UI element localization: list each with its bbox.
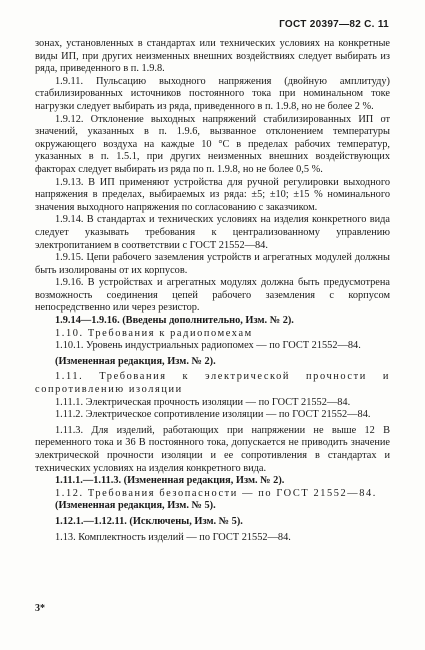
page-header: ГОСТ 20397—82 С. 11 [279,19,389,30]
paragraph-1-9-14: 1.9.14. В стандартах и технических условиях на изделия конкретного вида следует указывать требования к централизованному управлению электропитанием в соответствии с ГОСТ 21552—84. [35,214,390,251]
paragraph-1-11-1: 1.11.1. Электрическая прочность изоляции — по ГОСТ 21552—84. [55,396,351,408]
section-heading-1-11: 1.11. Требования к электрической прочности и сопротивлению изоляции [35,371,390,396]
section-heading-1-10: 1.10. Требования к радиопомехам [55,327,253,339]
paragraph-1-9-15: 1.9.15. Цепи рабочего заземления устройств и агрегатных модулей должны быть изолированы от их корпусов. [35,252,390,276]
paragraph-1-9-16: 1.9.16. В устройствах и агрегатных модулях должна быть предусмотрена возможность соединения цепей рабочего заземления с корпусом непосредственно или через резистор. [35,277,390,314]
paragraph-1-9-12: 1.9.12. Отклонение выходных напряжений стабилизированных ИП от значений, указанных в п. 1.9.6, вызванное отклонением температуры окружающего воздуха на каждые 10 °С в пределах рабочих температур, указанных в п. 1.5.1, при других неизменных внешних воздействующих факторах следует выбирать из ряда по п. 1.9.8, но не более 0,5 %. [35,113,390,175]
paragraph-1-13: 1.13. Комплектность изделий — по ГОСТ 21552—84. [55,531,291,543]
amendment-note-3: 1.11.1.—1.11.3. (Измененная редакция, Изм. № 2). [55,475,285,487]
amendment-note-2: (Измененная редакция, Изм. № 2). [55,355,216,367]
paragraph-1-11-3: 1.11.3. Для изделий, работающих при напряжении не выше 12 В переменного тока и 36 В постоянного тока, допускается не приводить значение электрической прочности изоляции и ее сопротивления в стандартах и технических условиях на изделия конкретного вида. [35,424,390,474]
paragraph-1-9-11: 1.9.11. Пульсацию выходного напряжения (двойную амплитуду) стабилизированных источников постоянного тока при номинальном токе нагрузки следует выбирать из ряда, приведенного в п. 1.9.8, но не более 2 %. [35,75,390,112]
document-body [35,38,390,544]
page-signature-mark: 3* [35,603,45,614]
amendment-note-5: 1.12.1.—1.12.11. (Исключены, Изм. № 5). [55,515,243,527]
amendment-note-1: 1.9.14—1.9.16. (Введены дополнительно, Изм. № 2). [55,315,294,327]
amendment-note-4: (Измененная редакция, Изм. № 5). [55,500,216,512]
paragraph-1-9-13: 1.9.13. В ИП применяют устройства для ручной регулировки выходного напряжения в пределах, выбираемых из ряда: ±5; ±10; ±15 % номинального значения выходного напряжения по согласованию с заказчиком. [35,176,390,213]
section-heading-1-12: 1.12. Требования безопасности — по ГОСТ 21552—84. [55,487,377,499]
paragraph-continuation: зонах, установленных в стандартах или технических условиях на конкретные виды ИП, при других неизменных внешних воздействиях следует выбирать из ряда, приведенного в п. 1.9.8. [35,38,390,75]
paragraph-1-10-1: 1.10.1. Уровень индустриальных радиопомех — по ГОСТ 21552—84. [55,340,361,352]
paragraph-1-11-2: 1.11.2. Электрическое сопротивление изоляции — по ГОСТ 21552—84. [55,409,371,421]
